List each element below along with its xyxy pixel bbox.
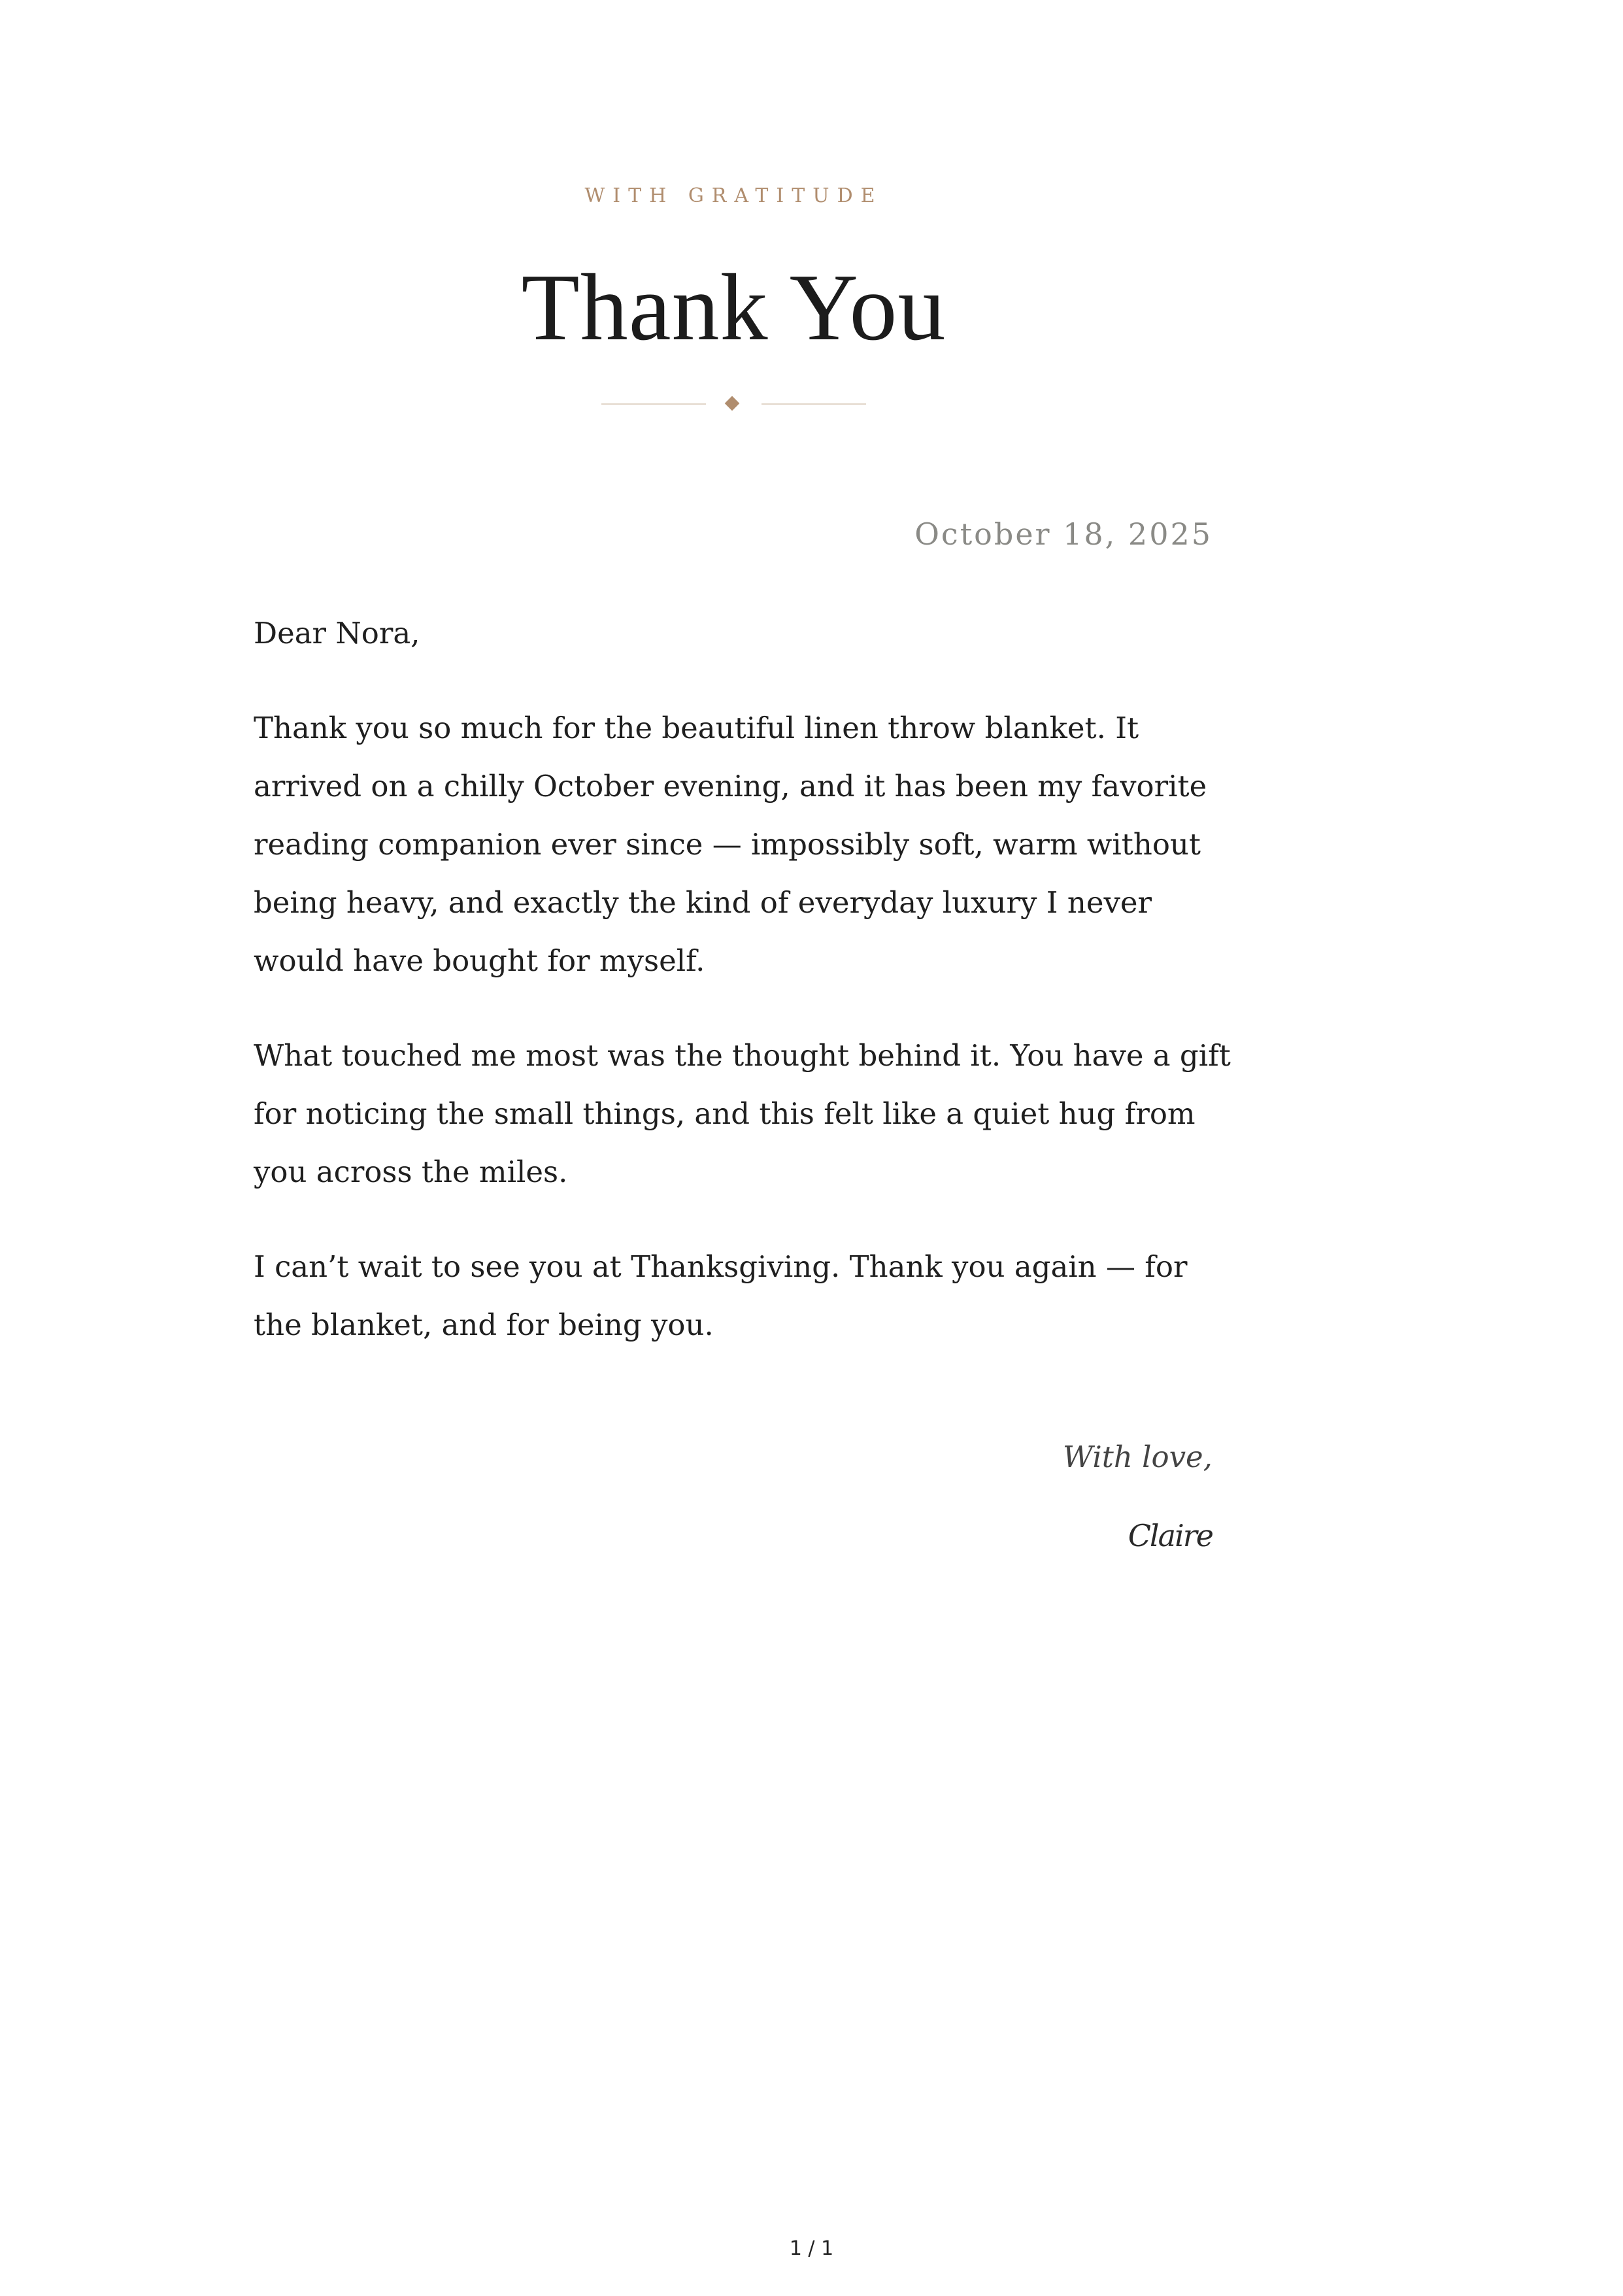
greeting: Dear Nora, [254, 616, 420, 650]
letter-body [254, 604, 1234, 1391]
signature-text: Claire [1128, 1518, 1213, 1553]
divider-ornament [601, 392, 866, 416]
closing-line: With love, [1062, 1440, 1213, 1474]
paragraph: Thank you so much for the beautiful linen throw blanket. It arrived on a chilly October evening, and it has been my favorite reading companion ever since — impossibly soft, warm without being heavy, and exactly the kind of everyday luxury I never would have bought for myself. [254, 711, 1207, 978]
divider-line-left [601, 403, 706, 405]
eyebrow-label: WITH GRATITUDE [584, 184, 883, 207]
paragraph: I can’t wait to see you at Thanksgiving. Thank you again — for the blanket, and for being you. [254, 1249, 1188, 1342]
page-title: Thank You [521, 254, 946, 360]
page-number: 1 / 1 [789, 2237, 834, 2260]
paragraph: What touched me most was the thought behind it. You have a gift for noticing the small things, and this felt like a quiet hug from you across the miles. [254, 1038, 1231, 1189]
diamond-icon [725, 396, 740, 411]
letter-date: October 18, 2025 [914, 516, 1213, 552]
divider-line-right [761, 403, 866, 405]
signature [980, 1518, 1213, 1564]
